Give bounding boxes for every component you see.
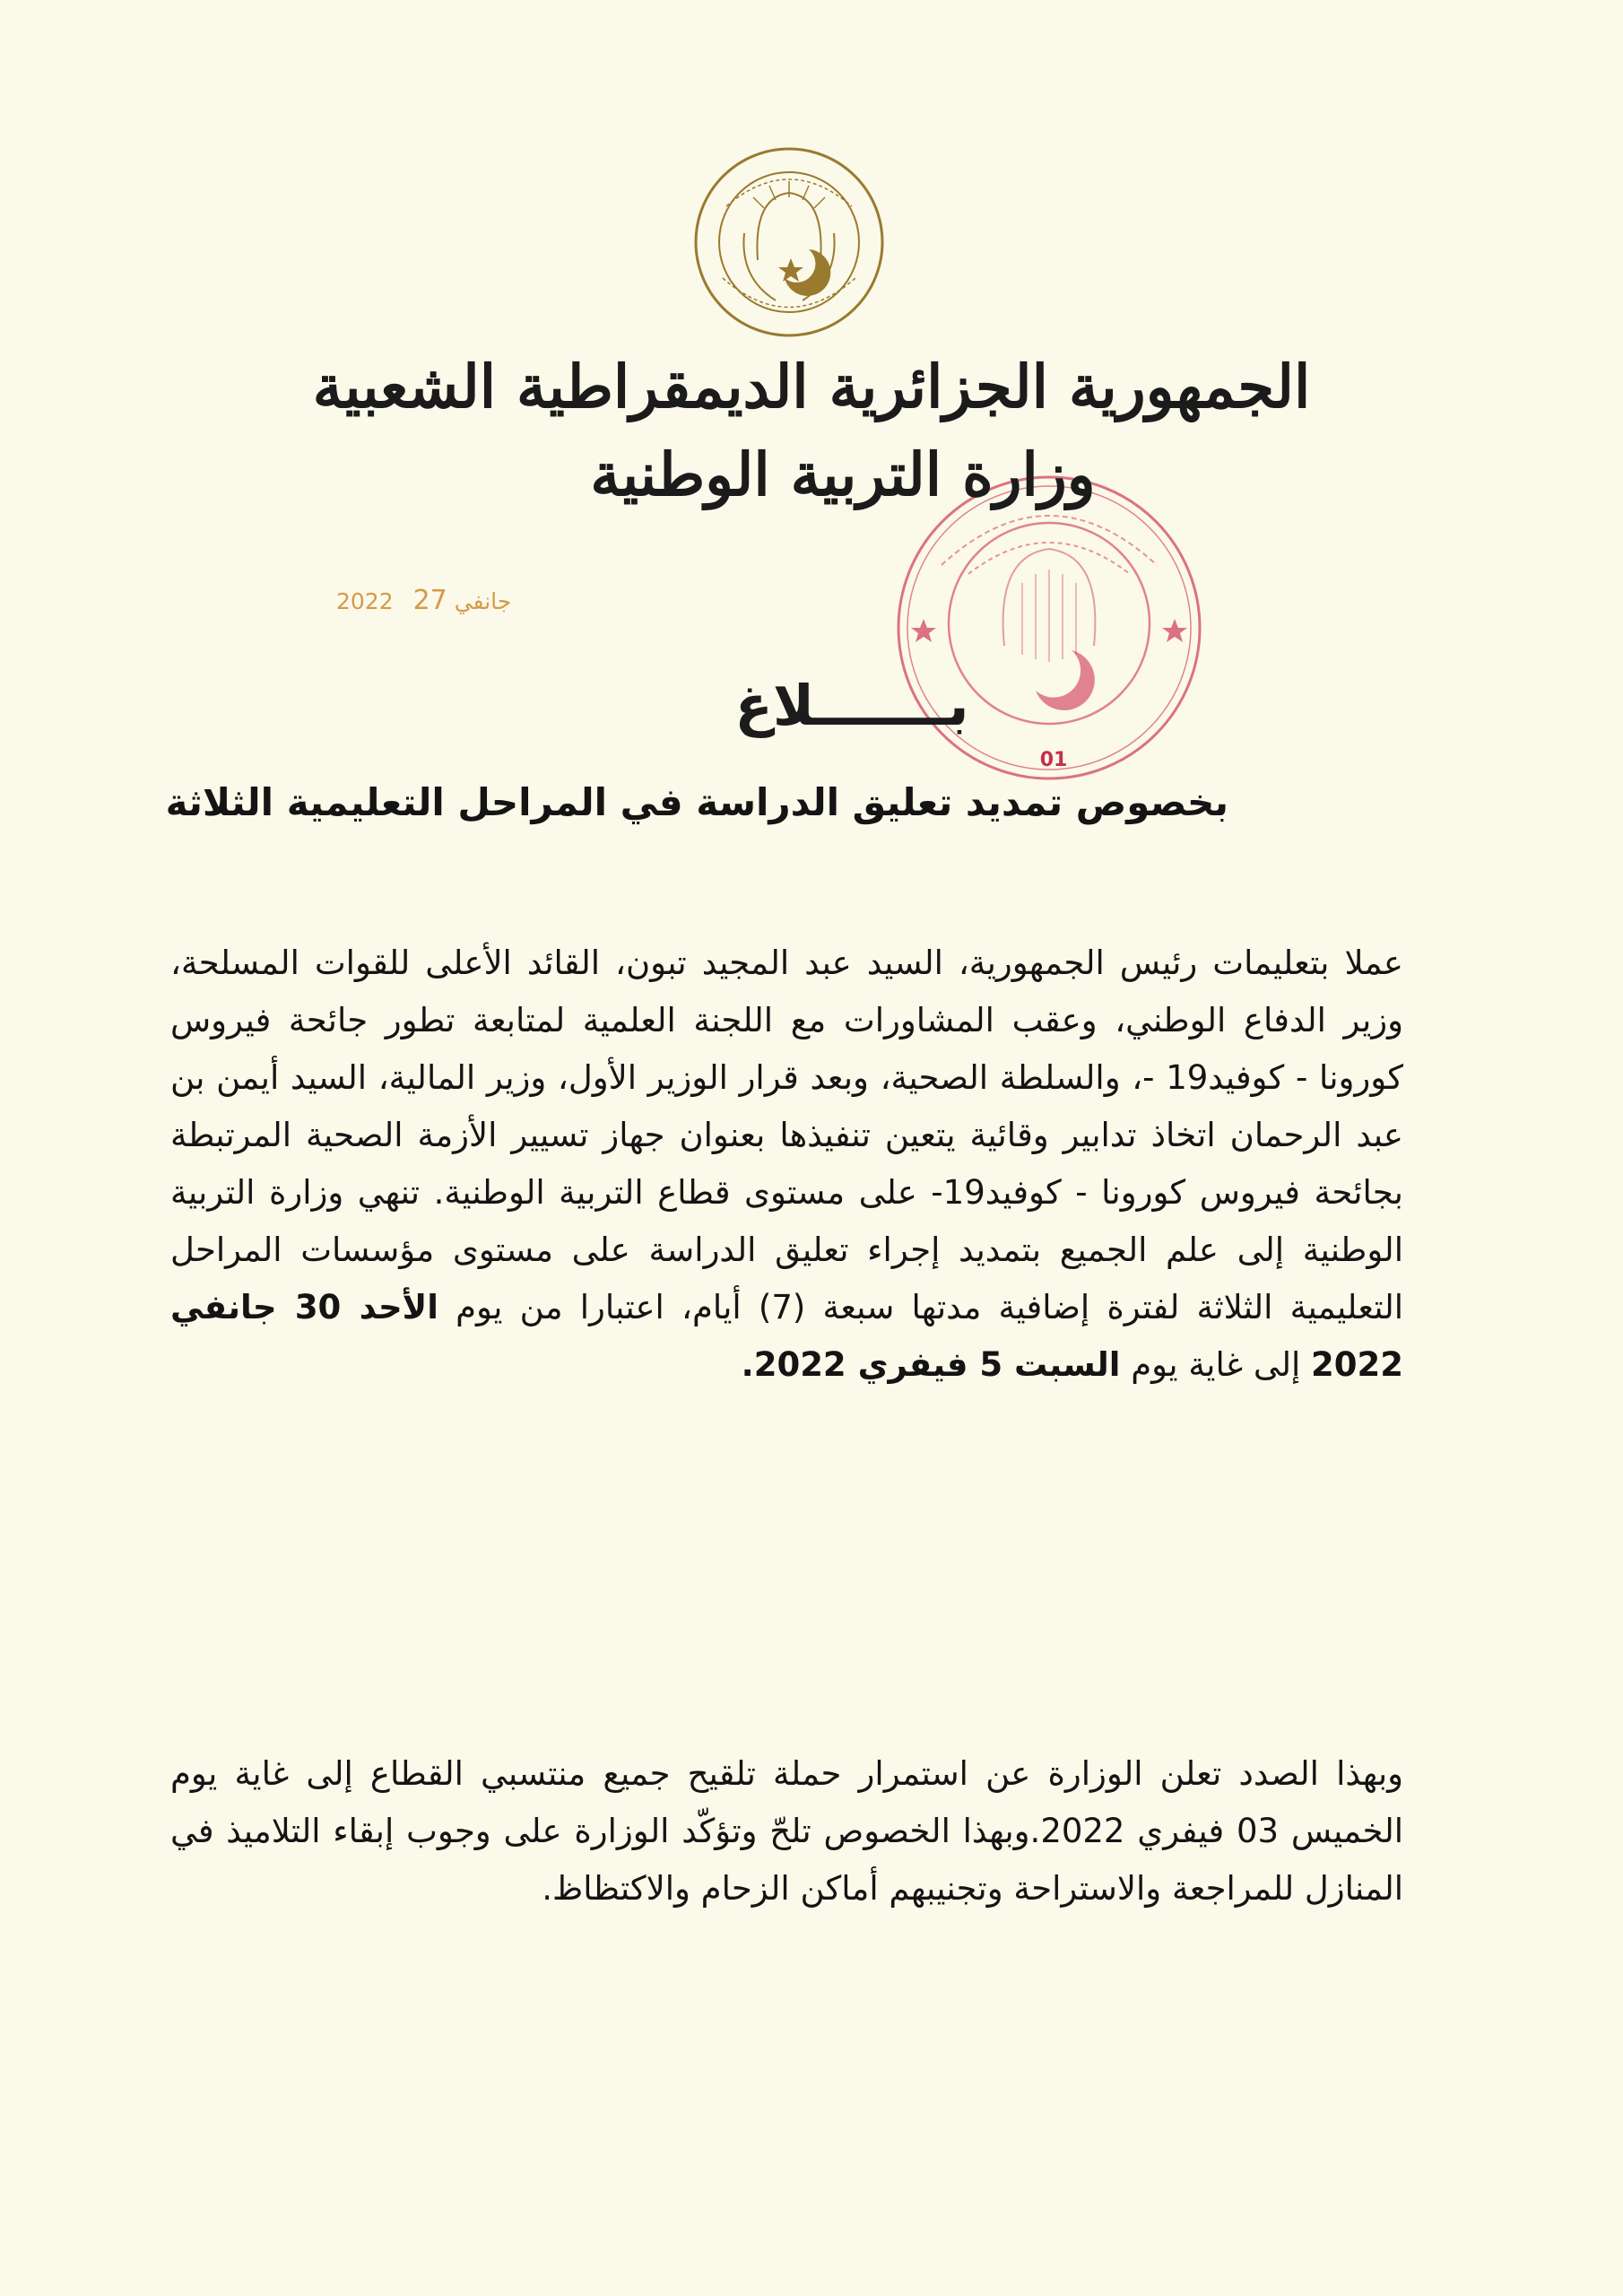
paragraph-1-text: عملا بتعليمات رئيس الجمهورية، السيد عبد المجيد تبون، القائد الأعلى للقوات المسلحة، وزير الدفاع الوطني، وعقب المشاورات مع اللجنة العلمية لمتابعة تطور جائحة فيروس كورونا - كوفيد19 -، والسلطة الصحية، وبعد قرار الوزير الأول، وزير المالية، السيد أيمن بن عبد الرحمان اتخاذ تدابير وقائية يتعين تنفيذها بعنوان جهاز تسيير الأزمة الصحية المرتبطة بجائحة فيروس كورونا - كوفيد19- على مستوى قطاع التربية الوطنية. تنهي وزارة التربية الوطنية إلى علم الجميع بتمديد إجراء تعليق الدراسة على مستوى مؤسسات المراحل التعليمية الثلاثة لفترة إضافية مدتها سبعة (7) أيام، اعتبارا من يوم: [170, 944, 1403, 1326]
date-month: جانفي: [454, 588, 512, 614]
end-date: السبت 5 فيفري 2022.: [741, 1345, 1121, 1384]
country-header: الجمهورية الجزائرية الديمقراطية الشعبية: [312, 352, 1311, 422]
ministry-header: وزارة التربية الوطنية: [590, 439, 1096, 509]
body-paragraph-2: وبهذا الصدد تعلن الوزارة عن استمرار حملة تلقيح جميع منتسبي القطاع إلى غاية يوم الخميس 03 فيفري 2022.وبهذا الخصوص تلحّ وتؤكّد الوزارة على وجوب إبقاء التلاميذ في المنازل للمراجعة والاستراحة وتجنيبهم أماكن الزحام والاكتظاظ.: [170, 1754, 1403, 1908]
notice-title: بـــــــلاغ: [734, 673, 969, 738]
start-date: الأحد 30 جانفي 2022: [170, 1288, 1403, 1384]
paragraph-1-middle: إلى غاية يوم: [1131, 1345, 1301, 1384]
date-stamp: [336, 585, 511, 616]
notice-subject: بخصوص تمديد تعليق الدراسة في المراحل التعليمية الثلاثة: [165, 780, 1228, 824]
seal-number: 01: [1039, 749, 1068, 771]
ministry-seal-stamp-icon: [888, 466, 1211, 789]
national-emblem-icon: [690, 144, 888, 341]
date-year: 2022: [336, 588, 394, 614]
date-day: 27: [412, 585, 447, 616]
body-paragraph-1: [170, 935, 1403, 1394]
